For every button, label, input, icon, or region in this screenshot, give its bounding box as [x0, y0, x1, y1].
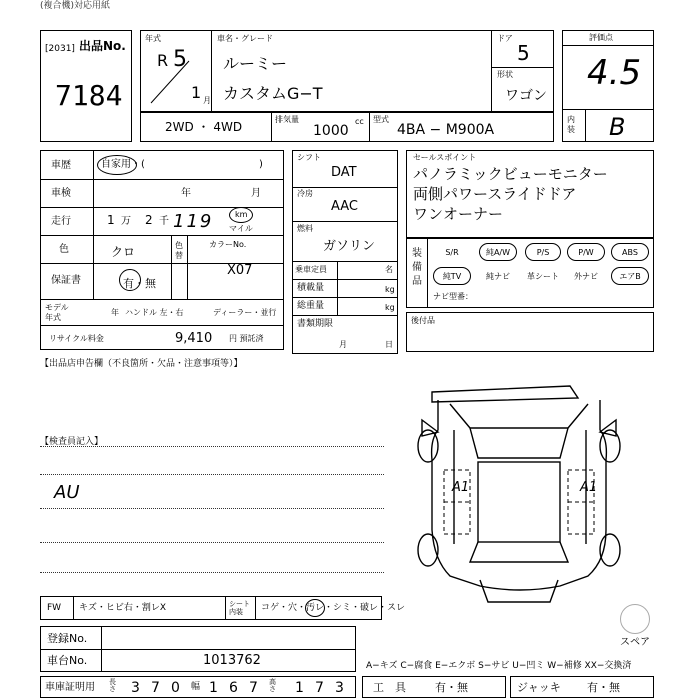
equip-airbag: エアB: [611, 267, 649, 285]
car-name: ルーミー: [223, 54, 288, 73]
recycle-value: 9,410: [175, 331, 213, 346]
cert-h-label: 高さ: [269, 678, 276, 693]
usage-close: ): [259, 159, 263, 170]
interior-grade: B: [609, 113, 626, 141]
equip-tv: 純TV: [433, 267, 471, 285]
mileage-mile: マイル: [229, 224, 253, 233]
shift-label: シフト: [297, 153, 321, 162]
top-note: (複合機)対応用紙: [40, 1, 111, 11]
capacity-label: 乗車定員: [295, 265, 327, 274]
seller-notes-label: 【出品店申告欄（不良箇所・欠品・注意事項等）】: [40, 359, 243, 369]
weight-label: 総重量: [297, 301, 325, 311]
damage-codes: A−キズ C−腐食 E−エクボ S−サビ U−凹ミ W−補修 XX−交換済: [366, 661, 632, 671]
inspector-label: 【検査員記入】: [40, 437, 104, 447]
cert-l2: 0: [171, 680, 180, 696]
sales-point-3: ワンオーナー: [413, 205, 504, 223]
mileage-sen: 2: [145, 213, 153, 227]
mid-table: [292, 150, 398, 354]
mileage-man: 1: [107, 213, 115, 227]
retrofit-label: 後付品: [411, 316, 435, 325]
drive-type: 2WD ・ 4WD: [165, 120, 243, 134]
equip-pw: P/W: [567, 243, 605, 261]
equip-aw: 純A/W: [479, 243, 517, 261]
equip-sr: S/R: [445, 247, 459, 257]
registration-label: 登録No.: [47, 632, 88, 645]
equip-ext-nav: 外ナビ: [574, 271, 598, 281]
spare-label: スペア: [620, 637, 650, 648]
displacement-unit: cc: [355, 117, 364, 126]
shift-value: DAT: [331, 165, 357, 180]
equip-abs: ABS: [611, 243, 649, 261]
warranty-value: 有・無: [123, 277, 156, 290]
equipment-label: 装備品: [412, 248, 422, 287]
year-value: 5: [173, 47, 187, 72]
grade-label: 評価点: [589, 33, 613, 42]
grade-box: [562, 30, 654, 142]
color-label: 色: [59, 244, 69, 255]
aircon-label: 冷房: [297, 189, 313, 198]
car-box: [140, 30, 554, 112]
model-year-year: 年: [111, 308, 119, 317]
cert-l0: 3: [131, 680, 140, 696]
docs-due-day: 日: [385, 340, 393, 349]
cert-w2: 7: [249, 680, 258, 696]
mileage-label: 走行: [51, 216, 71, 227]
mileage-sen-unit: 千: [159, 216, 169, 227]
spare-tire-icon: [620, 604, 650, 634]
usage-label: 車歴: [51, 160, 71, 171]
equipment-box: [406, 238, 654, 308]
chassis-label: 車台No.: [47, 654, 88, 667]
model-value: 4BA − M900A: [397, 122, 495, 138]
chassis-value: 1013762: [203, 653, 261, 668]
year-label: 年式: [145, 34, 161, 43]
lot-box: [40, 30, 132, 142]
lot-number: 7184: [55, 79, 123, 112]
year-slash: [141, 31, 211, 111]
year-month-unit: 月: [203, 96, 211, 105]
warranty-label: 保証書: [51, 275, 81, 286]
door-value: 5: [517, 41, 530, 65]
cert-w-label: 幅: [191, 682, 201, 692]
legend-circle: [305, 599, 325, 617]
cert-h2: 3: [335, 680, 344, 696]
inspection-year: 年: [181, 188, 191, 199]
cert-h1: 7: [315, 680, 324, 696]
equip-ps: P/S: [525, 243, 561, 261]
registration-box: [40, 626, 356, 672]
model-year-dealer: ディーラー・並行: [213, 308, 277, 317]
color-code-label: カラーNo.: [209, 240, 247, 249]
tools-label: 工 具: [373, 681, 406, 694]
cert-w0: 1: [209, 680, 218, 696]
color-change-label: 色替: [175, 241, 183, 261]
mileage-man-unit: 万: [121, 216, 131, 227]
legend-seat: シート内装: [229, 600, 250, 617]
retrofit-box: [406, 312, 654, 352]
sales-points-box: [406, 150, 654, 238]
year-era: R: [157, 51, 169, 70]
right-damage-mark: A1: [580, 480, 598, 495]
warranty-circle: [119, 269, 141, 291]
docs-due-month: 月: [339, 340, 347, 349]
aircon-value: AAC: [331, 199, 358, 214]
usage-circle: [97, 155, 137, 175]
left-damage-mark: A1: [452, 480, 470, 495]
car-diagram: [410, 380, 630, 620]
recycle-label: リサイクル料金: [49, 334, 104, 343]
displacement-value: 1000: [313, 123, 349, 139]
shape-label: 形状: [497, 70, 513, 79]
cert-l1: 7: [151, 680, 160, 696]
model-year-label: モデル年式: [45, 303, 69, 322]
mileage-km: km: [235, 210, 248, 219]
car-label: 車名・グレード: [217, 34, 273, 43]
equip-leather: 革シート: [527, 271, 559, 281]
details-table: [40, 150, 284, 350]
displacement-label: 排気量: [275, 115, 299, 124]
tools-value: 有・無: [435, 681, 468, 694]
legend-fw: FW: [47, 603, 62, 613]
mileage-value: 119: [173, 211, 214, 232]
load-unit: kg: [385, 285, 395, 294]
legend-text2: コゲ・穴・汚レ・シミ・破レ・スレ: [261, 603, 406, 613]
color-value: クロ: [111, 245, 136, 259]
recycle-unit: 円 預託済: [229, 334, 264, 343]
model-year-handle: ハンドル 左・右: [125, 308, 184, 317]
inspector-note: AU: [54, 482, 80, 503]
weight-unit: kg: [385, 303, 395, 312]
jack-label: ジャッキ: [517, 681, 561, 694]
cert-l-label: 長さ: [109, 678, 116, 693]
sales-point-1: パノラミックビューモニター: [413, 165, 608, 183]
model-label: 型式: [373, 115, 389, 124]
certificate-box: [40, 676, 356, 698]
certificate-label: 車庫証明用: [45, 682, 95, 693]
inspection-month: 月: [251, 188, 261, 199]
shape-value: ワゴン: [505, 88, 547, 104]
tools-box: [362, 676, 506, 698]
grade-score: 4.5: [587, 53, 642, 93]
year-month: 1: [191, 83, 202, 102]
jack-value: 有・無: [587, 681, 620, 694]
spec-row: [140, 112, 554, 142]
sales-point-2: 両側パワースライドドア: [413, 185, 577, 203]
equip-nav: 純ナビ: [486, 271, 510, 281]
sales-points-label: セールスポイント: [413, 153, 477, 162]
fuel-label: 燃料: [297, 224, 313, 233]
load-label: 積載量: [297, 283, 325, 293]
cert-h0: 1: [295, 680, 304, 696]
legend-text1: キズ・ヒビ右・割レX: [79, 603, 166, 613]
fuel-value: ガソリン: [323, 239, 376, 254]
lot-label: 出品No.: [79, 39, 126, 53]
usage-value: 自家用・(: [101, 159, 145, 170]
lot-code: [2031]: [45, 44, 75, 54]
capacity-unit: 名: [385, 265, 393, 274]
cert-w1: 6: [229, 680, 238, 696]
door-label: ドア: [497, 34, 513, 43]
interior-label: 内装: [567, 115, 575, 135]
docs-due-label: 書類期限: [297, 319, 334, 329]
car-grade: カスタムG−T: [223, 84, 323, 103]
damage-legend: [40, 596, 406, 620]
jack-box: [510, 676, 654, 698]
inspection-label: 車検: [51, 188, 71, 199]
nav-model-label: ナビ型番：: [433, 292, 473, 301]
color-code: X07: [227, 263, 253, 278]
